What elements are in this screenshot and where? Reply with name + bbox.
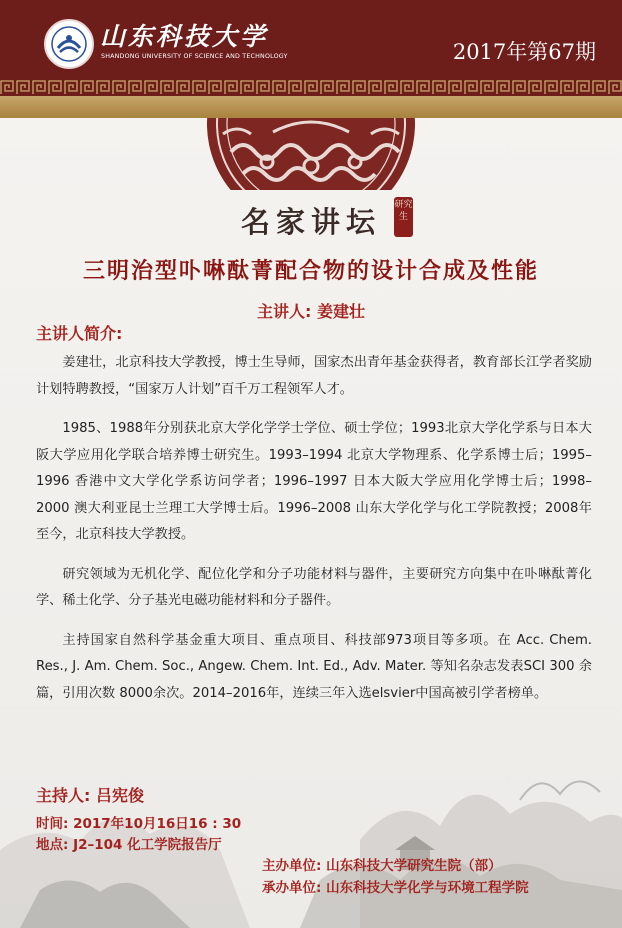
organizer-line: 主办单位: 山东科技大学研究生院（部） [262, 858, 502, 874]
bio-heading: 主讲人简介: [36, 324, 123, 343]
place-line: 地点: J2–104 化工学院报告厅 [36, 837, 222, 853]
lecture-topic: 三明治型卟啉酞菁配合物的设计合成及性能 [82, 259, 539, 284]
university-name: 山东科技大学 [100, 22, 269, 51]
issue-number: 2017年第67期 [452, 40, 596, 64]
forum-title: 名家讲坛 [240, 205, 381, 239]
university-emblem-icon [44, 19, 94, 69]
co-organizer-line: 承办单位: 山东科技大学化学与环境工程学院 [262, 880, 529, 896]
university-name-en: SHANDONG UNIVERSITY OF SCIENCE AND TECHNOLOGY [101, 53, 288, 60]
red-seal-stamp: 研究生 [394, 197, 413, 237]
bio-paragraph: 研究领域为无机化学、配位化学和分子功能材料与器件，主要研究方向集中在卟啉酞菁化学、稀土化学、分子基光电磁功能材料和分子器件。 [36, 566, 592, 608]
time-line: 时间: 2017年10月16日16 : 30 [36, 816, 242, 832]
host-line: 主持人: 吕宪俊 [36, 786, 144, 805]
bio-paragraph: 1985、1988年分别获北京大学化学学士学位、硕士学位；1993北京大学化学系与日本大阪大学应用化学联合培养博士研究生。1993–1994 北京大学物理系、化学系博士后；1995–1996 香港中文大学化学系访问学者；1996–1997 日本大阪大学应用化学博士后；1998–2000 澳大利亚昆士兰理工大学博士后。1996–2008 山东大学化学与化工学院教授；2008年至今，北京科技大学教授。 [36, 421, 592, 542]
cloud-pattern-medallion [203, 62, 419, 190]
bio-paragraph: 姜建壮，北京科技大学教授，博士生导师，国家杰出青年基金获得者，教育部长江学者奖励计划特聘教授，“国家万人计划”百千万工程领军人才。 [36, 355, 592, 397]
speaker-line: 主讲人: 姜建壮 [257, 302, 365, 321]
bio-body [36, 350, 592, 720]
bio-paragraph: 主持国家自然科学基金重大项目、重点项目、科技部973项目等多项。在 Acc. Chem. Res., J. Am. Chem. Soc., Angew. Chem. Int. Ed., Adv. Mater. 等知名杂志发表SCI 300 余篇，引用次数 8000余次。2014–2016年，连续三年入选elsvier中国高被引学者榜单。 [36, 632, 592, 701]
